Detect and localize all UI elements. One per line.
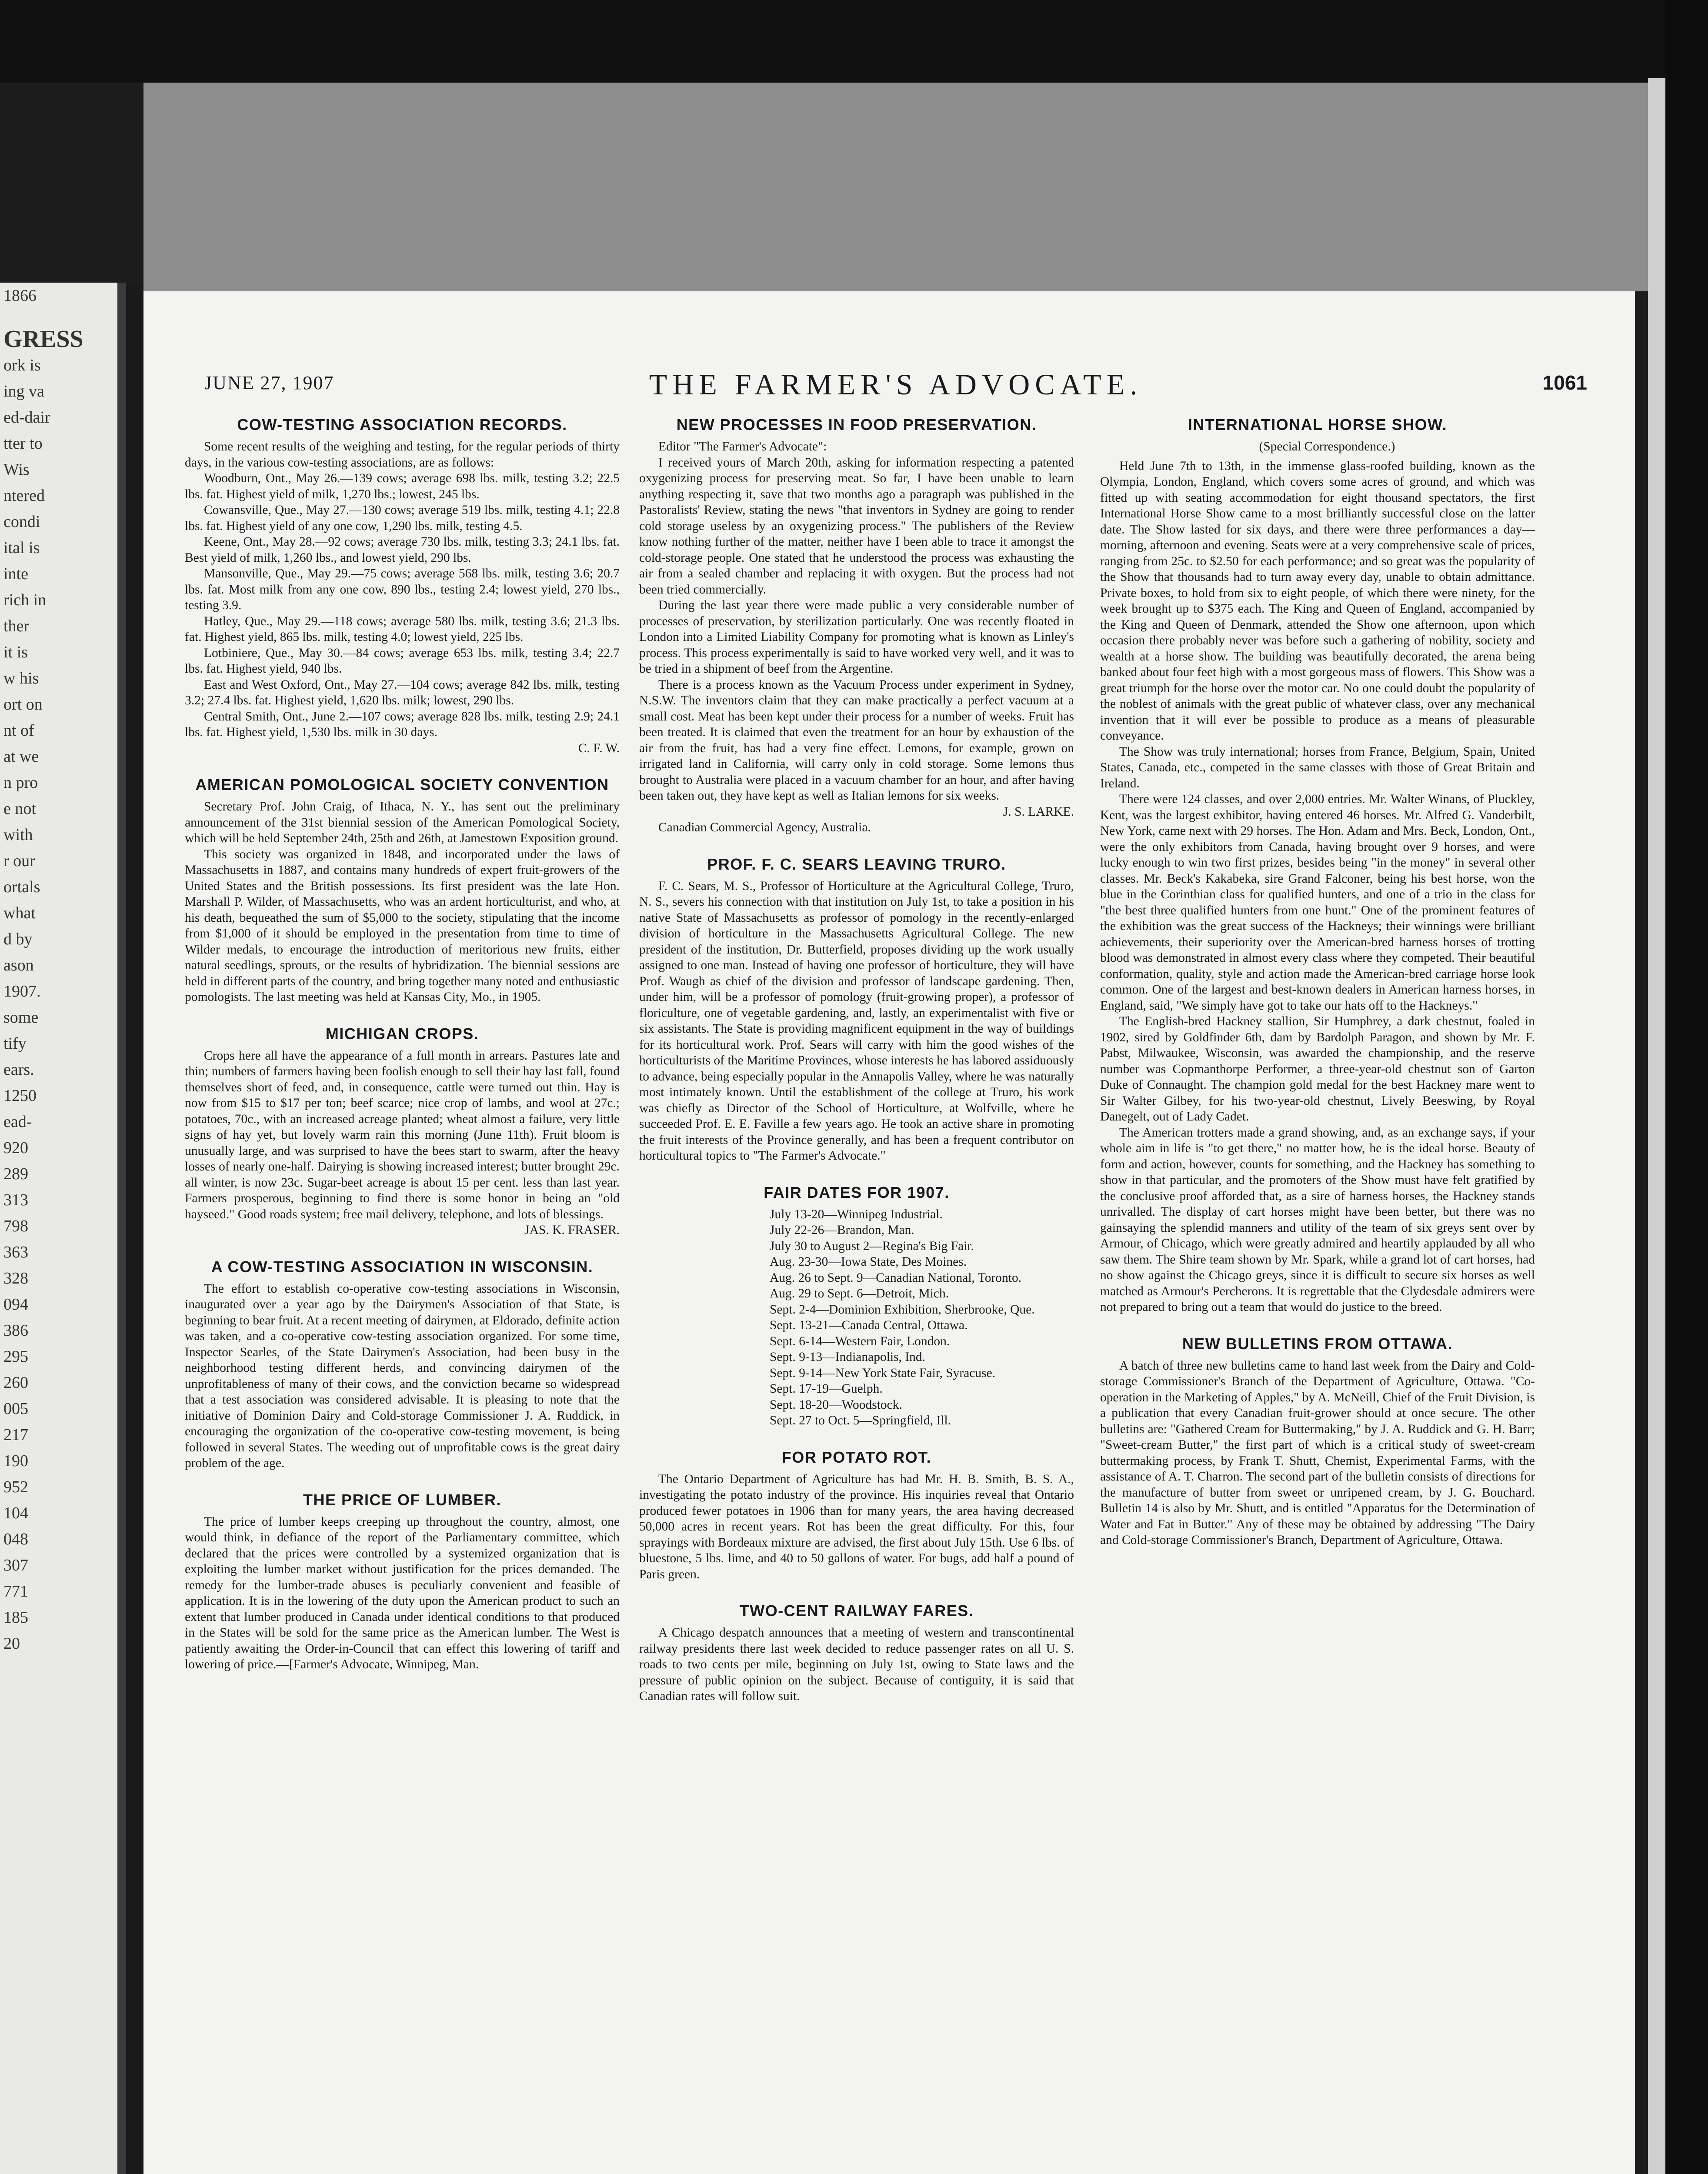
fair-date-line: Aug. 29 to Sept. 6—Detroit, Mich. — [770, 1287, 949, 1300]
fragment-line: 1866 — [3, 287, 37, 305]
fragment-line: 048 — [3, 1530, 28, 1548]
fragment-line: it is — [3, 643, 28, 661]
paragraph: F. C. Sears, M. S., Professor of Horticulture at the Agricultural College, Truro, N. S., severs his connection with that institution on July 1st, to take a position in his native State of Massachusetts as professor of pomology in the recently-enlarged division of horticulture in the Massachusetts Agricultural College. The new president of the institution, Dr. Butterfield, proposes dividing up the work usually assigned to one man. Instead of having one professor of horticulture, they will have Prof. Waugh as chief of the division and professor of landscape gardening. Then, under him, will be a professor of pomology (fruit-growing proper), a professor of floriculture, one of vegetable gardening, and, lastly, an experimentalist with five or six assistants. The State is providing magnificent equipment in the way of buildings for its horticultural work. Prof. Sears will carry with him the good wishes of the horticulturists of the Maritime Provinces, whose interests he has labored assiduously to advance, being especially popular in the Annapolis Valley, where he was naturally most intimately known. Until the establishment of the college at Truro, his work was chiefly as Director of the School of Horticulture, at Wolfville, where he succeeded Prof. E. E. Faville a few years ago. He took an active share in promoting the fruit interests of the Province generally, and has been a frequent contributor on horticultural topics to "The Farmer's Advocate." — [639, 879, 1074, 1163]
fair-date-line: Aug. 23-30—Iowa State, Des Moines. — [770, 1255, 967, 1269]
page-edge-shadow — [117, 283, 126, 2174]
article-title: MICHIGAN CROPS. — [325, 1024, 479, 1043]
fair-date-line: Sept. 13-21—Canada Central, Ottawa. — [770, 1318, 968, 1332]
fragment-line: 190 — [3, 1452, 28, 1470]
page-edge-right — [1648, 78, 1665, 2174]
fragment-line: ason — [3, 956, 34, 974]
fragment-line: tter to — [3, 434, 43, 453]
fair-date-line: Aug. 26 to Sept. 9—Canadian National, Toronto. — [770, 1270, 1022, 1285]
fragment-line: w his — [3, 669, 39, 687]
article-title: FOR POTATO ROT. — [781, 1448, 932, 1466]
fragment-line: Wis — [3, 460, 30, 479]
fragment-line: ort on — [3, 695, 43, 714]
fragment-line: ork is — [3, 356, 41, 374]
paragraph: A Chicago despatch announces that a meeting of western and transcontinental railway presidents there last week decided to reduce passenger rates on all U. S. roads to two cents per mile, beginning on July 1st, owing to State laws and the pressure of public opinion on the subject. Because of contiguity, it is said that Canadian rates will follow suit. — [639, 1626, 1074, 1703]
signature: J. S. LARKE. — [1003, 804, 1074, 819]
film-strip-top — [143, 83, 1665, 291]
article-pomological-convention — [185, 775, 620, 1005]
paragraph: Hatley, Que., May 29.—118 cows; average 580 lbs. milk, testing 3.6; 21.3 lbs. fat. Highest yield, 865 lbs. milk, testing 4.0; lowest yield, 225 lbs. — [185, 614, 620, 644]
issue-date: JUNE 27, 1907 — [204, 372, 334, 393]
paragraph: Secretary Prof. John Craig, of Ithaca, N. Y., has sent out the preliminary announcement of the 31st biennial session of the American Pomological Society, which will be held September 24th, 25th and 26th, at Jamestown Exposition ground. — [185, 800, 620, 845]
signature-affiliation: Canadian Commercial Agency, Australia. — [658, 820, 871, 834]
fragment-line: e not — [3, 800, 36, 818]
paragraph: A batch of three new bulletins came to hand last week from the Dairy and Cold-storage Commissioner's Branch of the Department of Agriculture, Ottawa. "Co-operation in the Marketing of Apples," by A. McNeill, Chief of the Fruit Division, is a publication that every Canadian fruit-grower should at once secure. The other bulletins are: "Gathered Cream for Buttermaking," by J. A. Ruddick and G. H. Barr; "Sweet-cream Butter," the first part of which is a critical study of sweet-cream buttermaking process, by Frank T. Shutt, Chemist, Experimental Farms, with the assistance of A. T. Charron. The second part of the bulletin consists of directions for the manufacture of butter from sweet or unripened cream, by J. G. Bouchard. Bulletin 14 is also by Mr. Shutt, and is entitled "Apparatus for the Determination of Water and Fat in Butter." Any of these may be obtained by addressing "The Dairy and Cold-storage Commissioner's Branch, Department of Agriculture, Ottawa. — [1100, 1358, 1535, 1547]
fragment-line: at we — [3, 747, 39, 766]
article-subtitle: (Special Correspondence.) — [1259, 440, 1395, 453]
fragment-line: 920 — [3, 1139, 28, 1157]
fair-date-line: Sept. 9-13—Indianapolis, Ind. — [770, 1350, 926, 1364]
fragment-line: 328 — [3, 1269, 28, 1287]
fragment-line: 260 — [3, 1374, 28, 1392]
fragment-line: d by — [3, 930, 33, 948]
paragraph: Held June 7th to 13th, in the immense glass-roofed building, known as the Olympia, London, England, which covers some acres of ground, and which was fitted up with seating accommodation for eight thousand spectators, the first International Horse Show came to a most brilliantly successful close on the latter date. The Show lasted for six days, and there were three performances a day—morning, afternoon and evening. Seats were at a very comprehensive scale of prices, ranging from 25c. to $2.50 for each performance; and so great was the popularity of the Show that thousands had to turn away every day, unable to obtain admittance. Private boxes, to hold from six to eight people, of which there were ninety, for the week brought up to $375 each. The King and Queen of England, accompanied by the King and Queen of Denmark, attended the Show one afternoon, upon which occasion there probably never was before such a gathering of nobility, society and wealth at a horse show. The building was beautifully decorated, the arena being banked about four feet high with a most gorgeous mass of flowers. This Show was a great triumph for the horse over the motor car. No one could doubt the popularity of the noblest of animals with the great public of whatever class, over any mechanical invention that it will ever be possible to produce as a means of pleasurable conveyance. — [1100, 459, 1535, 743]
fragment-line: tify — [3, 1034, 27, 1053]
signature: JAS. K. FRASER. — [524, 1223, 620, 1237]
paragraph: The Ontario Department of Agriculture has had Mr. H. B. Smith, B. S. A., investigating the potato industry of the province. His inquiries reveal that Ontario produced fewer potatoes in 1906 than for many years, the area having decreased 50,000 acres in recent years. Rot has been the great difficulty. For this, four sprayings with Bordeaux mixture are advised, the first about July 15th. Use 6 lbs. of bluestone, 5 lbs. lime, and 40 to 50 gallons of water. For bugs, add half a pound of Paris green. — [639, 1472, 1074, 1581]
fragment-line: 1250 — [3, 1087, 37, 1105]
column-3 — [1100, 415, 1535, 2174]
fair-date-line: Sept. 18-20—Woodstock. — [770, 1397, 902, 1412]
fragment-line: 952 — [3, 1478, 28, 1496]
fragment-line: condi — [3, 513, 40, 531]
article-title: A COW-TESTING ASSOCIATION IN WISCONSIN. — [211, 1257, 594, 1276]
column-2 — [639, 415, 1074, 2174]
fragment-line: 1907. — [3, 982, 41, 1000]
article-potato-rot — [639, 1448, 1074, 1583]
fragment-line: ital is — [3, 539, 40, 557]
fragment-line: 20 — [3, 1634, 20, 1653]
article-title: THE PRICE OF LUMBER. — [303, 1490, 501, 1509]
fragment-line: ed-dair — [3, 408, 50, 427]
fragment-line: 185 — [3, 1608, 28, 1627]
fragment-line: 104 — [3, 1504, 28, 1522]
page-header — [204, 367, 1587, 407]
article-new-bulletins — [1100, 1334, 1535, 1548]
column-1 — [185, 415, 620, 2174]
paragraph: Crops here all have the appearance of a full month in arrears. Pastures late and thin; numbers of farmers having been foolish enough to sell their hay last fall, found themselves short of feed, and, in consequence, cattle were turned out thin. Hay is now from $15 to $17 per ton; beef scarce; nice crop of lambs, and wool at 27c.; potatoes, 70c., with an increased acreage planted; wheat almost a failure, very little signs of hay yet, but lovely warm rain this morning (June 11th). Fruit bloom is unusually large, and was surprised to have the bees start to swarm, after the heavy losses of nearly one-half. Dairying is showing increased interest; butter brought 29c. all winter, is now 23c. Sugar-beet acreage is about 15 per cent. less than last year. Farmers prosperous, beginning to find there is some honor in being an "old hayseed." Good roads system; free mail delivery, telephone, and lots of blessings. — [185, 1048, 620, 1221]
paragraph: Keene, Ont., May 28.—92 cows; average 730 lbs. milk, testing 3.3; 24.1 lbs. fat. Best yield of milk, 1,260 lbs., and lowest yield, 290 lbs. — [185, 535, 620, 565]
paragraph: There is a process known as the Vacuum Process under experiment in Sydney, N.S.W. The inventors claim that they can make practically a perfect vacuum at a small cost. Meat has been kept under their process for a number of weeks. Fruit has been treated. It is claimed that even the treatment for an hour by exhaustion of the air from the fruit, has had a very fine effect. Lemons, for example, grown on irrigated land in California, will carry only in cold storage. Some lemons thus brought to Australia were placed in a vacuum chamber for an hour, and after having been taken out, they have kept as well as Italian lemons for six weeks. — [639, 677, 1074, 803]
paragraph: There were 124 classes, and over 2,000 entries. Mr. Walter Winans, of Pluckley, Kent, was the largest exhibitor, having entered 46 horses. Mr. Alfred G. Vanderbilt, New York, came next with 29 horses. The Hon. Adam and Mrs. Beck, London, Ont., were the only exhibitors from Canada, having brought over 9 horses, and were lucky enough to win two first prizes, besides being "in the money" in several other classes. Mr. Beck's Kakabeka, sire Grand Falconer, being his best horse, won the blue in the Corinthian class for qualified hunters, and one of a trio in the class for "the best three qualified hunters from one hunt." One of the prominent features of the exhibition was the great success of the Hackneys; their winnings were brilliant achievements, their superiority over the American-bred harness horses of trotting blood was demonstrated in almost every class where they competed. Their beautiful conformation, quality, style and action made the American-bred carriage horse look common. One of the largest and best-known dealers in American harness horses, in England, said, "We simply have got to take our hats off to the Hackneys." — [1100, 792, 1535, 1013]
paragraph: Editor "The Farmer's Advocate": — [658, 440, 827, 453]
paragraph: Cowansville, Que., May 27.—130 cows; average 519 lbs. milk, testing 4.1; 22.8 lbs. fat. Highest yield of any one cow, 1,290 lbs. milk, testing 4.5. — [185, 503, 620, 533]
paragraph: This society was organized in 1848, and incorporated under the laws of Massachusetts in 1887, and contains many hundreds of expert fruit-growers of the United States and the British possessions. Its first president was the late Hon. Marshall P. Wilder, of Massachusetts, who was an ardent horticulturist, and who, at his death, bequeathed the sum of $5,000 to the society, stipulating that the income from $1,000 of it should be employed in the presentation from time to time of Wilder medals, to encourage the introduction of meritorious new fruits, either natural seedlings, sprouts, or the results of hybridization. The biennial sessions are held in different parts of the country, and bring together many noted and enthusiastic pomologists. The last meeting was held at Kansas City, Mo., in 1905. — [185, 847, 620, 1004]
article-railway-fares — [639, 1601, 1074, 1704]
fragment-line: r our — [3, 852, 35, 870]
paragraph: The effort to establish co-operative cow-testing associations in Wisconsin, inaugurated over a year ago by the Dairymen's Association of that State, is beginning to bear fruit. At a recent meeting of dairymen, at Eldorado, definite action was taken, and a co-operative cow-testing association organized. For some time, Inspector Searles, of the State Dairymen's Association, had been busy in the neighborhood testing different herds, and convincing dairymen of the unprofitableness of many of their cows, and the conviction became so widespread that a test association was considered advisable. It is pleasing to note that the initiative of Dominion Dairy and Cold-storage Commissioner J. A. Ruddick, in encouraging the organization of the co-operative cow-testing movement, is being followed in several States. The weeding out of unprofitable cows is the great dairy problem of the age. — [185, 1281, 620, 1470]
fragment-line: ther — [3, 617, 30, 635]
fair-date-line: July 30 to August 2—Regina's Big Fair. — [770, 1239, 974, 1253]
film-frame-right — [1665, 0, 1708, 2174]
paragraph: Mansonville, Que., May 29.—75 cows; average 568 lbs. milk, testing 3.6; 20.7 lbs. fat. Most milk from any one cow, 890 lbs., testing 2.4; lowest yield, 270 lbs., testing 3.9. — [185, 567, 620, 612]
fragment-line: 386 — [3, 1321, 28, 1340]
fragment-line: n pro — [3, 774, 38, 792]
fair-date-line: July 13-20—Winnipeg Industrial. — [770, 1207, 943, 1221]
fragment-line: ead- — [3, 1113, 32, 1131]
page-gutter — [126, 283, 143, 2174]
paragraph: The American trotters made a grand showing, and, as an exchange says, if your whole aim in life is "to get there," no matter how, he is the ideal horse. Beauty of form and action, however, counts for something, and the Hackney has something to show in that particular, and the promoters of the Show must have felt gratified by the conclusive proof afforded that, as a sire of harness horses, the Hackney stands unrivalled. The display of cart horses might have been better, but there was no gainsaying the splendid manners and utility of the team of six greys sent over by Armour, of Chicago, which were greatly admired and heartily applauded by all who saw them. The Shire team shown by Mr. Spark, while a grand lot of cart horses, had no show against the Chicago greys, since it is difficult to secure six horses as well matched as Armour's Percherons. It is regrettable that the Clydesdale admirers were not prepared to bring out a team that would do justice to the breed. — [1100, 1125, 1535, 1314]
article-title: INTERNATIONAL HORSE SHOW. — [1188, 416, 1448, 433]
paragraph: Woodburn, Ont., May 26.—139 cows; average 698 lbs. milk, testing 3.2; 22.5 lbs. fat. Highest yield of milk, 1,270 lbs.; lowest, 245 lbs. — [185, 471, 620, 501]
paragraph: Lotbiniere, Que., May 30.—84 cows; average 653 lbs. milk, testing 3.4; 22.7 lbs. fat. Highest yield, 940 lbs. — [185, 646, 620, 676]
fragment-line: 307 — [3, 1556, 28, 1574]
fragment-line: GRESS — [3, 326, 83, 353]
fragment-line: 313 — [3, 1191, 28, 1209]
newspaper-page — [143, 291, 1635, 2174]
adjacent-page-fragment — [0, 283, 117, 2174]
fragment-line: 363 — [3, 1243, 28, 1261]
article-title: NEW PROCESSES IN FOOD PRESERVATION. — [676, 416, 1037, 433]
article-wisconsin-cow-testing — [185, 1257, 620, 1471]
fragment-line: 771 — [3, 1582, 28, 1600]
fragment-line: 798 — [3, 1217, 28, 1235]
article-title: COW-TESTING ASSOCIATION RECORDS. — [237, 416, 567, 433]
paragraph: The Show was truly international; horses from France, Belgium, Spain, United States, Canada, etc., competed in the same classes with those of Great Britain and Ireland. — [1100, 744, 1535, 790]
fragment-line: with — [3, 826, 33, 844]
masthead: THE FARMER'S ADVOCATE. — [649, 368, 1143, 401]
fragment-line: 289 — [3, 1165, 28, 1183]
paragraph: Some recent results of the weighing and testing, for the regular periods of thirty days, in the various cow-testing associations, are as follows: — [185, 440, 620, 470]
film-frame-top — [0, 0, 1708, 83]
article-title: NEW BULLETINS FROM OTTAWA. — [1182, 1334, 1453, 1353]
fair-date-line: Sept. 2-4—Dominion Exhibition, Sherbrooke, Que. — [770, 1302, 1035, 1317]
fragment-line: 217 — [3, 1426, 28, 1444]
article-cow-testing-records — [185, 415, 620, 756]
fragment-line: ortals — [3, 878, 40, 896]
fragment-line: what — [3, 904, 36, 922]
page-number: 1061 — [1542, 371, 1587, 394]
fragment-line: nt of — [3, 721, 34, 740]
article-title: TWO-CENT RAILWAY FARES. — [739, 1602, 974, 1620]
article-title: PROF. F. C. SEARS LEAVING TRURO. — [707, 855, 1006, 873]
paragraph: East and West Oxford, Ont., May 27.—104 cows; average 842 lbs. milk, testing 3.2; 27.4 lbs. fat. Highest yield, 1,620 lbs. milk; lowest, 290 lbs. — [185, 677, 620, 707]
article-title: FAIR DATES FOR 1907. — [764, 1183, 950, 1201]
fair-date-line: Sept. 6-14—Western Fair, London. — [770, 1334, 950, 1348]
fragment-line: ears. — [3, 1060, 34, 1079]
paragraph: The English-bred Hackney stallion, Sir Humphrey, a dark chestnut, foaled in 1902, sired by Goldfinder 6th, dam by Bardolph Paragon, and shown by Mr. F. Pabst, Milwaukee, Wisconsin, was awarded the championship, and the reserve number was Copmanthorpe Performer, a three-year-old chestnut son of Garton Duke of Connaught. The champion gold medal for the best Hackney mare went to Sir Walter Gilbey, for his two-year-old chestnut, Lively Beeswing, by Royal Danegelt, out of Lady Cadet. — [1100, 1014, 1535, 1124]
article-michigan-crops — [185, 1024, 620, 1238]
fragment-line: 094 — [3, 1295, 28, 1314]
fragment-line: ing va — [3, 382, 44, 400]
fragment-line: 005 — [3, 1400, 28, 1418]
fair-date-line: Sept. 17-19—Guelph. — [770, 1382, 883, 1396]
article-horse-show — [1100, 415, 1535, 1315]
article-prof-sears — [639, 855, 1074, 1164]
article-food-preservation — [639, 415, 1074, 836]
article-title: AMERICAN POMOLOGICAL SOCIETY CONVENTION — [195, 776, 609, 794]
signature: C. F. W. — [578, 741, 620, 755]
paragraph: I received yours of March 20th, asking for information respecting a patented oxygenizing process for preserving meat. So far, I have been unable to learn anything respecting it, save that two months ago a paragraph was published in the Pastoralists' Review, stating the news "that inventors in Sydney are going to render cold storage useless by an oxygenizing process." The publishers of the Review know nothing further of the matter, neither have I been able to trace it amongst the cold-storage people. One stated that he understood the process was exhausting the air from a sealed chamber and replacing it with oxygen. But the process had not been tried commercially. — [639, 455, 1074, 597]
fair-date-line: Sept. 27 to Oct. 5—Springfield, Ill. — [770, 1414, 951, 1427]
paragraph: The price of lumber keeps creeping up throughout the country, almost, one would think, in defiance of the report of the Parliamentary committee, which declared that the prices were controlled by a systemized organization that is exploiting the lumber market without justification for the prices demanded. The remedy for the lumber-trade abuses is peculiarly convenient and feasible of application. It is in the lowering of the duty upon the American product to such an extent that lumber produced in Canada under identical conditions to that produced in the States will be sold for the same price as the American lumber. The West is patiently awaiting the Order-in-Council that can effect this lowering of tariff and lowering of price.—[Farmer's Advocate, Winnipeg, Man. — [185, 1514, 620, 1671]
fragment-line: 295 — [3, 1347, 28, 1366]
fragment-line: inte — [3, 565, 28, 583]
fragment-line: ntered — [3, 487, 45, 505]
paragraph: During the last year there were made public a very considerable number of processes of preservation, by sterilization particularly. One was recently floated in London into a Limited Liability Company for promoting what is known as Linley's process. This process experimentally is said to have worked very well, and it was to be tried in a shipment of beef from the Argentine. — [639, 598, 1074, 676]
fair-date-line: July 22-26—Brandon, Man. — [770, 1223, 914, 1237]
article-fair-dates — [639, 1183, 1074, 1429]
paragraph: Central Smith, Ont., June 2.—107 cows; average 828 lbs. milk, testing 2.9; 24.1 lbs. fat. Highest yield, 1,530 lbs. milk in 30 days. — [185, 709, 620, 739]
fair-date-line: Sept. 9-14—New York State Fair, Syracuse. — [770, 1366, 996, 1380]
article-price-of-lumber — [185, 1490, 620, 1673]
fragment-line: rich in — [3, 591, 47, 609]
fragment-line: some — [3, 1008, 39, 1027]
